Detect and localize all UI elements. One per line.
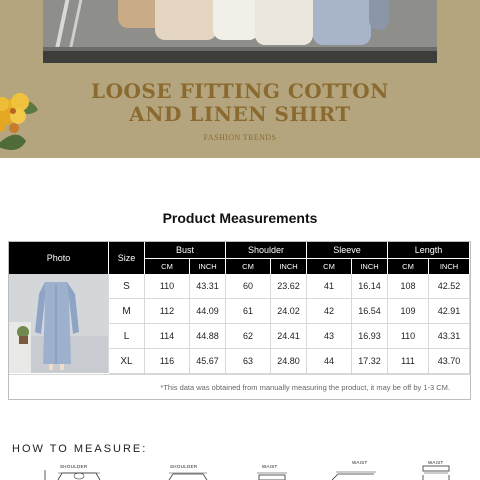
measurement-cell: 42.91 [429,299,470,324]
waist-diagram-3 [414,460,456,480]
measurement-cell: 43 [307,324,352,349]
shirt-on-model-image [9,274,109,373]
shelf [43,51,437,63]
unit-header: INCH [352,259,388,274]
size-cell: M [109,299,145,324]
measurement-cell: 24.80 [271,349,307,374]
measurement-cell: 16.93 [352,324,388,349]
measurement-cell: 42 [307,299,352,324]
unit-header: CM [388,259,429,274]
how-to-measure-title: HOW TO MEASURE: [12,443,148,455]
shirt-blue [313,0,371,45]
measurement-cell: 24.41 [271,324,307,349]
measurement-cell: 44.88 [190,324,226,349]
shoulder-diagram [44,464,114,480]
pants-outline-icon [414,464,456,480]
measurement-cell: 16.54 [352,299,388,324]
waist-diagram [253,464,293,480]
measurement-cell: 109 [388,299,429,324]
banner-subtitle: FASHION TRENDS [203,133,277,142]
measurement-cell: 111 [388,349,429,374]
measurement-cell: 110 [145,274,190,299]
measurement-cell: 62 [226,324,271,349]
unit-header: INCH [271,259,307,274]
diagram-label: SHOULDER [60,464,88,469]
size-cell: L [109,324,145,349]
measurements-table [8,241,471,400]
diagram-label: SHOULDER [170,464,198,469]
banner-title-line2: AND LINEN SHIRT [129,102,351,126]
measurement-cell: 43.70 [429,349,470,374]
group-header: Shoulder [226,242,307,259]
group-header: Bust [145,242,226,259]
product-photo [9,274,109,373]
unit-header: INCH [429,259,470,274]
measurement-cell: 114 [145,324,190,349]
product-banner [0,0,480,158]
measurement-cell: 112 [145,299,190,324]
measurement-cell: 44.09 [190,299,226,324]
measurement-cell: 45.67 [190,349,226,374]
diagram-label: WAIST [428,460,444,465]
unit-header: CM [145,259,190,274]
skirt-outline-icon [330,464,380,480]
measurement-cell: 108 [388,274,429,299]
size-cell: XL [109,349,145,374]
measurement-cell: 16.14 [352,274,388,299]
waist-diagram-2 [330,460,380,480]
unit-header: CM [226,259,271,274]
clothing-rack-photo [43,0,437,63]
photo-header: Photo [9,242,109,274]
banner-title-line1: LOOSE FITTING COTTON [91,79,389,103]
measurements-title: Product Measurements [162,210,318,226]
measurement-cell: 42.52 [429,274,470,299]
measurement-cell: 116 [145,349,190,374]
shirt-grey [369,0,389,30]
size-cell: S [109,274,145,299]
measurement-cell: 63 [226,349,271,374]
measurement-cell: 41 [307,274,352,299]
unit-header: CM [307,259,352,274]
shirt-white [213,0,259,40]
measurement-cell: 61 [226,299,271,324]
unit-header: INCH [190,259,226,274]
shoulder-diagram-2 [163,464,213,480]
measurement-cell: 110 [388,324,429,349]
measurement-cell: 60 [226,274,271,299]
measurement-cell: 17.32 [352,349,388,374]
measurement-cell: 23.62 [271,274,307,299]
measurement-cell: 43.31 [429,324,470,349]
measurement-cell: 43.31 [190,274,226,299]
group-header: Length [388,242,470,259]
diagram-label: WAIST [352,460,368,465]
size-header: Size [109,242,145,274]
shirt-beige [155,0,217,40]
group-header: Sleeve [307,242,388,259]
measurement-cell: 44 [307,349,352,374]
measurement-footnote: *This data was obtained from manually measuring the product, it may be off by 1-3 CM. [9,374,470,400]
diagram-label: WAIST [262,464,278,469]
shirt-cream [255,0,313,45]
measurement-cell: 24.02 [271,299,307,324]
